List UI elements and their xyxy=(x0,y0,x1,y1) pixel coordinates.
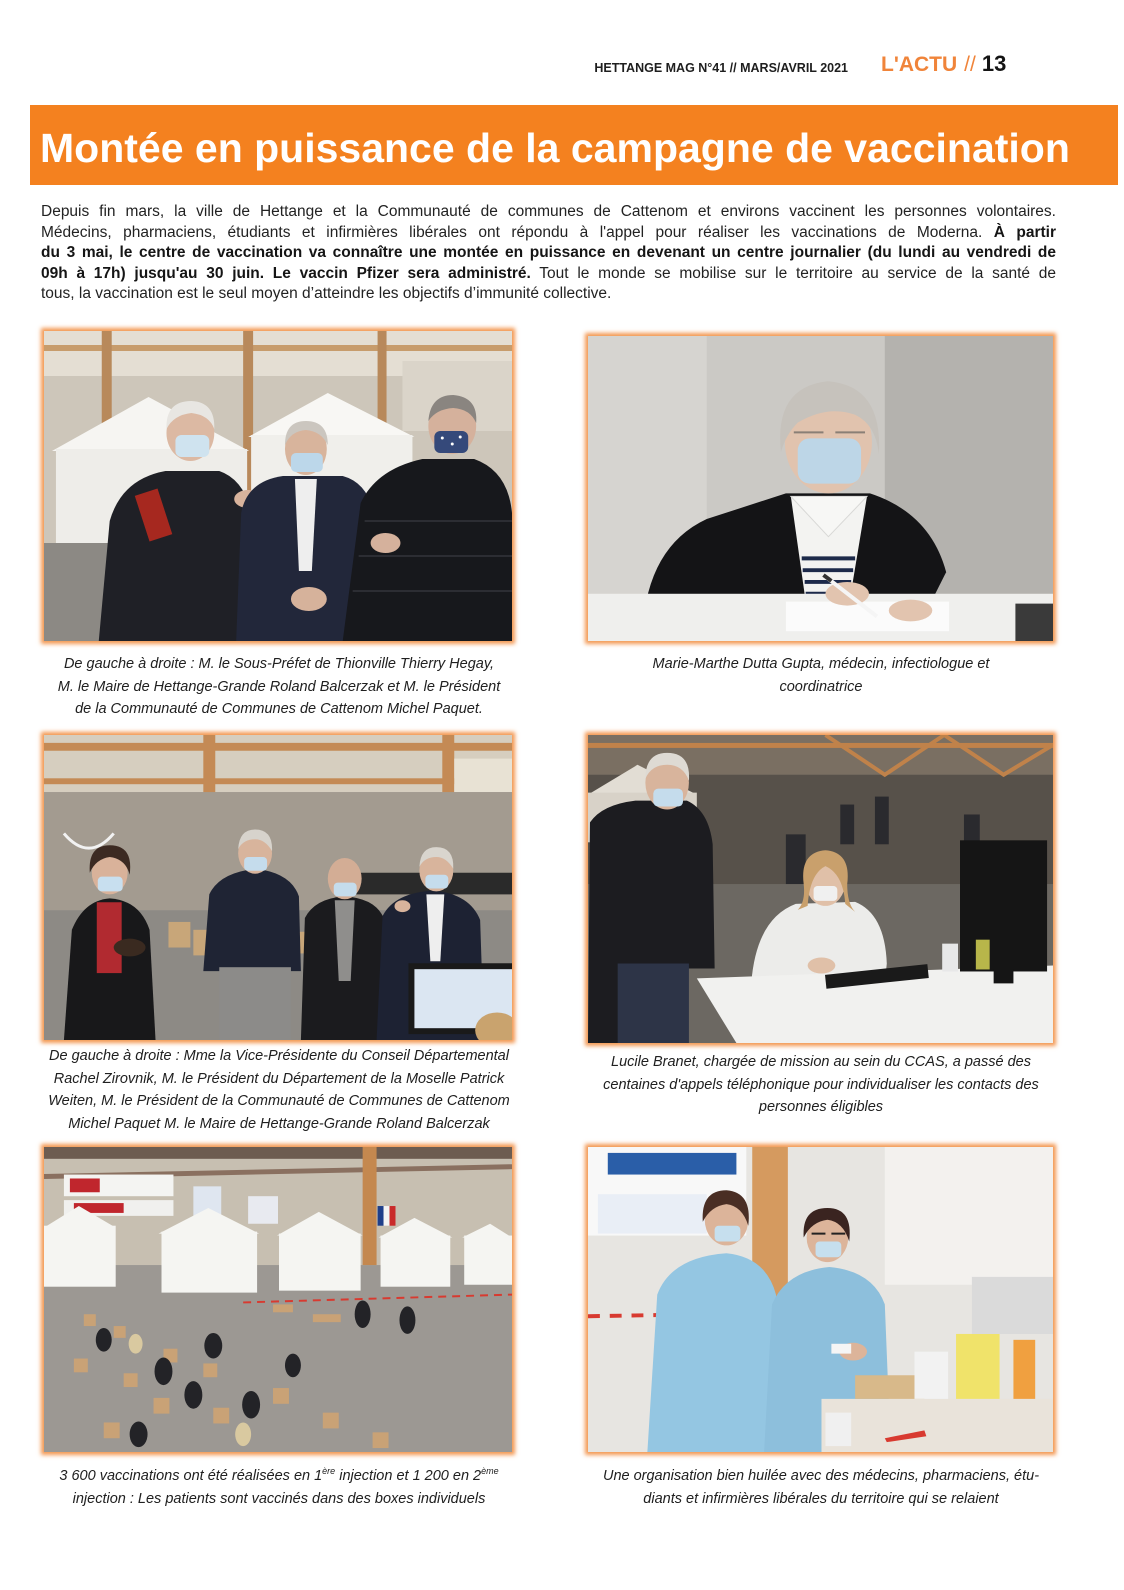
section-separator: // xyxy=(964,53,976,76)
caption-line xyxy=(34,1465,524,1488)
intro-paragraph xyxy=(41,202,1056,305)
photo-doctor xyxy=(588,336,1053,641)
computer-monitor xyxy=(960,840,1047,983)
intro-text: tous, la vaccination est le seul moyen d’atteindre les objectifs d’immunité collective. xyxy=(41,285,612,302)
intro-text: Tout le monde se mobilise sur le territoire au service de la santé de xyxy=(530,264,1056,282)
caption-line: centaines d'appels téléphonique pour individualiser les contacts des xyxy=(603,1076,1039,1093)
caption-line: personnes éligibles xyxy=(758,1099,884,1115)
caption-line: M. le Maire de Hettange-Grande Roland Balcerzak et M. le Président xyxy=(57,678,501,695)
intro-text: Depuis fin mars, la ville de Hettange et la Communauté de communes de Cattenom et environs vaccinent les personnes volontaires. xyxy=(41,203,1056,220)
caption-medical-team xyxy=(576,1465,1066,1510)
photo-ccas-desk xyxy=(588,735,1053,1043)
caption-line: diants et infirmières libérales du territoire qui se relaient xyxy=(643,1490,999,1507)
intro-highlight: 09h à 17h) jusqu'au 30 juin. Le vaccin Pfizer sera administré. xyxy=(41,264,531,282)
caption-line: De gauche à droite : M. le Sous-Préfet de Thionville Thierry Hegay, xyxy=(63,656,495,672)
caption-vaccination-hall xyxy=(34,1465,524,1510)
photo-medical-team xyxy=(588,1147,1053,1452)
section-name: L'ACTU xyxy=(881,53,958,76)
caption-text: injection et 1 200 en 2 xyxy=(335,1468,482,1484)
caption-superscript: ère xyxy=(322,1466,336,1476)
intro-highlight: du 3 mai, le centre de vaccination va connaître une montée en puissance en devenant un centre journalier (du lundi au vendredi de xyxy=(41,244,1056,261)
caption-doctor xyxy=(576,653,1066,698)
caption-line: Marie-Marthe Dutta Gupta, médecin, infectiologue et xyxy=(652,656,990,672)
caption-superscript: ème xyxy=(481,1466,499,1476)
caption-line: Une organisation bien huilée avec des médecins, pharmaciens, étu- xyxy=(602,1468,1040,1484)
caption-text: 3 600 vaccinations ont été réalisées en 1 xyxy=(59,1468,323,1484)
title-banner xyxy=(30,105,1118,185)
intro-highlight: À partir xyxy=(993,223,1056,241)
magazine-issue-info: HETTANGE MAG N°41 // MARS/AVRIL 2021 xyxy=(594,61,848,75)
intro-line xyxy=(41,243,1056,264)
photo-officials-visit xyxy=(44,331,512,641)
section-label xyxy=(881,52,1006,77)
caption-line: coordinatrice xyxy=(779,678,863,695)
intro-line xyxy=(41,223,1056,244)
photo-delegation xyxy=(44,735,512,1040)
flag xyxy=(378,1206,396,1226)
intro-text: Médecins, pharmaciens, étudiants et infirmières libérales ont répondu à l'appel pour réaliser les vaccinations de Moderna. xyxy=(41,223,994,241)
caption-delegation xyxy=(34,1045,524,1135)
caption-line: Michel Paquet M. le Maire de Hettange-Grande Roland Balcerzak xyxy=(68,1115,490,1132)
caption-officials xyxy=(34,653,524,721)
caption-line: Rachel Zirovnik, M. le Président du Département de la Moselle Patrick xyxy=(53,1070,505,1087)
caption-line: de la Communauté de Communes de Cattenom Michel Paquet. xyxy=(75,701,483,717)
caption-line: Lucile Branet, chargée de mission au sein du CCAS, a passé des xyxy=(611,1054,1031,1070)
page-number: 13 xyxy=(981,51,1007,76)
photo-vaccination-hall xyxy=(44,1147,512,1452)
caption-line: De gauche à droite : Mme la Vice-Présidente du Conseil Départemental xyxy=(49,1048,509,1064)
page-title: Montée en puissance de la campagne de vaccination xyxy=(40,125,1070,171)
caption-line: Weiten, M. le Président de la Communauté de Communes de Cattenom xyxy=(48,1093,510,1109)
intro-line xyxy=(41,264,1056,285)
caption-ccas xyxy=(576,1051,1066,1119)
intro-line xyxy=(41,202,1056,223)
intro-line xyxy=(41,284,1056,305)
caption-line: injection : Les patients sont vaccinés dans des boxes individuels xyxy=(72,1490,486,1507)
